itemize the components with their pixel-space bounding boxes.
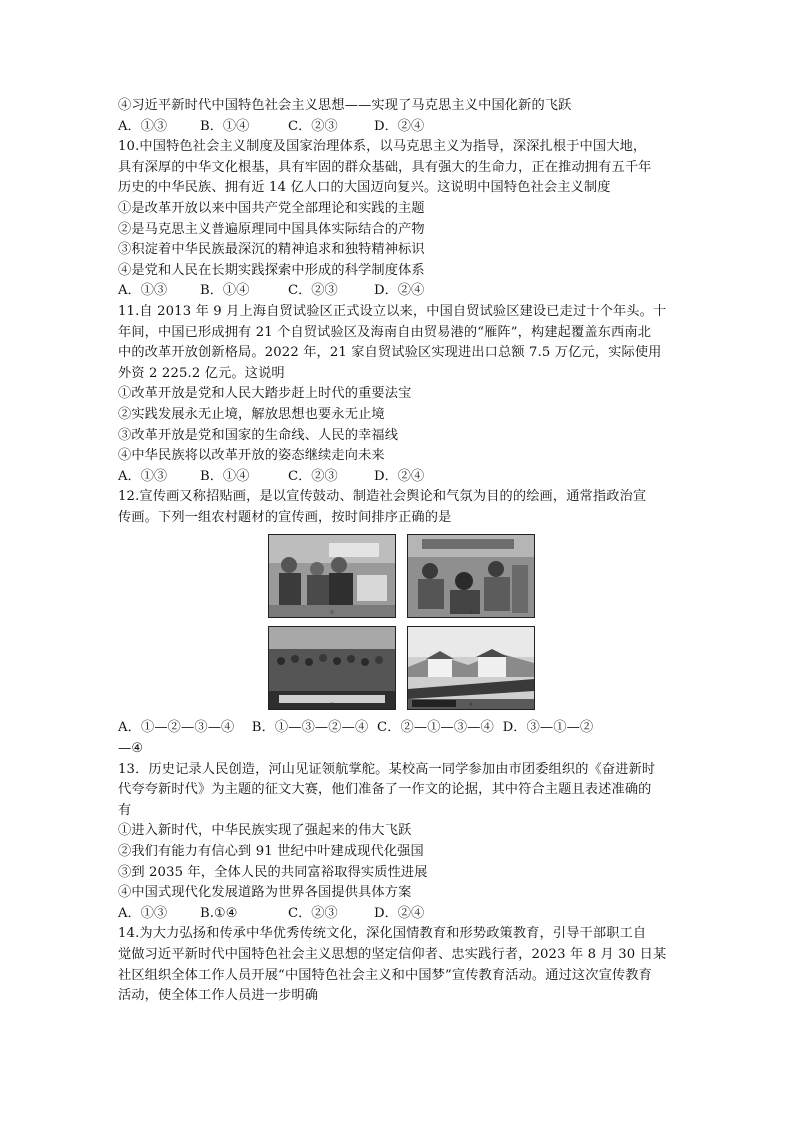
q12-poster-grid [118, 534, 680, 710]
q11-item-3: ③改革开放是党和国家的生命线、人民的幸福线 [118, 427, 399, 443]
q13-option-d: D．②④ [374, 905, 425, 921]
poster-label-4: ④ [468, 702, 474, 709]
q14-stem-line: 活动，使全体工作人员进一步明确 [118, 988, 319, 1004]
q12-stem-line: 12.宣传画又称招贴画，是以宣传鼓动、制造社会舆论和气氛为目的的绘画，通常指政治宣 [118, 489, 647, 505]
q11-stem-line: 中的改革开放创新格局。2022 年，21 家自贸试验区实现进出口总额 7.5 万亿元，实际使用 [118, 345, 662, 361]
q13-stem-line: 13．历史记录人民创造，河山见证领航掌舵。某校高一同学参加由市团委组织的《奋进新时 [118, 761, 656, 777]
q9-options [118, 117, 680, 138]
q10-stem-line: 10.中国特色社会主义制度及国家治理体系，以马克思主义为指导，深深扎根于中国大地， [118, 139, 647, 155]
q13-option-a: A．①③ [118, 905, 168, 921]
q11-stem-line: 外资 2 225.2 亿元。这说明 [118, 365, 285, 381]
poster-label-1: ① [329, 610, 335, 617]
poster-label-3: ③ [329, 702, 335, 709]
q13-option-c: C．②③ [288, 905, 338, 921]
q11-option-d: D．②④ [374, 468, 425, 484]
poster-image-1 [268, 534, 396, 618]
q13-item-1: ①进入新时代，中华民族实现了强起来的伟大飞跃 [118, 823, 412, 839]
poster-label-2: ② [468, 610, 474, 617]
q14-stem-line: 社区组织全体工作人员开展“中国特色社会主义和中国梦”宣传教育活动。通过这次宣传教育 [118, 967, 652, 983]
q11-option-c: C．②③ [288, 468, 338, 484]
q10-item-3: ③积淀着中华民族最深沉的精神追求和独特精神标识 [118, 242, 425, 258]
q9-item-4: ④习近平新时代中国特色社会主义思想——实现了马克思主义中国化新的飞跃 [118, 98, 572, 113]
q13-stem-line: 有 [118, 802, 132, 818]
q14-stem-line: 14.为大力弘扬和传承中华优秀传统文化，深化国情教育和形势政策教育，引导干部职工自 [118, 926, 647, 942]
q10-item-2: ②是马克思主义普遍原理同中国具体实际结合的产物 [118, 221, 425, 237]
q13-item-2: ②我们有能力有信心到 91 世纪中叶建成现代化强国 [118, 844, 424, 860]
q9-option-d: D．②④ [374, 118, 425, 134]
q10-option-d: D．②④ [374, 283, 425, 299]
q11-option-b: B．①④ [200, 468, 250, 484]
q10-item-1: ①是改革开放以来中国共产党全部理论和实践的主题 [118, 200, 425, 216]
q12-stem-line: 传画。下列一组农村题材的宣传画，按时间排序正确的是 [118, 509, 452, 525]
q10-stem-line: 历史的中华民族、拥有近 14 亿人口的大国迈向复兴。这说明中国特色社会主义制度 [118, 180, 611, 196]
q13-options [118, 904, 680, 925]
q11-option-a: A．①③ [118, 468, 168, 484]
q10-option-b: B．①④ [200, 283, 250, 299]
poster-image-3 [268, 626, 396, 710]
q10-item-4: ④是党和人民在长期实践探索中形成的科学制度体系 [118, 262, 425, 278]
q13-item-4: ④中国式现代化发展道路为世界各国提供具体方案 [118, 885, 412, 901]
q11-item-4: ④中华民族将以改革开放的姿态继续走向未来 [118, 448, 385, 464]
q10-stem-line: 具有深厚的中华文化根基，具有牢固的群众基础，具有强大的生命力，正在推动拥有五千年 [118, 159, 652, 175]
q9-option-b: B．①④ [200, 118, 250, 134]
poster-image-2 [407, 534, 535, 618]
q9-option-a: A．①③ [118, 118, 168, 134]
q11-stem-line: 11.自 2013 年 9 月上海自贸试验区正式设立以来，中国自贸试验区建设已走过十个年头。十 [118, 303, 667, 319]
q10-option-c: C．②③ [288, 283, 338, 299]
poster-image-4 [407, 626, 535, 710]
q13-item-3: ③到 2035 年，全体人民的共同富裕取得实质性进展 [118, 864, 428, 880]
q12-options-line-cont: —④ [118, 741, 144, 757]
q11-item-1: ①改革开放是党和人民大踏步赶上时代的重要法宝 [118, 386, 412, 402]
q14-stem-line: 觉做习近平新时代中国特色社会主义思想的坚定信仰者、忠实践行者，2023 年 8 月 30 日某 [118, 947, 667, 962]
q13-option-b: B.①④ [200, 905, 238, 921]
q12-options-line: A．①—②—③—④ B．①—③—②—④ C．②—①—③—④ D．③—①—② [118, 720, 594, 736]
q11-item-2: ②实践发展永无止境，解放思想也要永无止境 [118, 406, 385, 422]
q9-option-c: C．②③ [288, 118, 338, 134]
q11-options [118, 467, 680, 488]
q11-stem-line: 年间，中国已形成拥有 21 个自贸试验区及海南自由贸易港的“雁阵”，构建起覆盖东西南北 [118, 324, 652, 340]
q10-option-a: A．①③ [118, 283, 168, 299]
exam-page [118, 96, 680, 1007]
q13-stem-line: 代夸夸新时代》为主题的征文大赛，他们准备了一作文的论据，其中符合主题且表述准确的 [118, 782, 652, 798]
q10-options [118, 281, 680, 302]
